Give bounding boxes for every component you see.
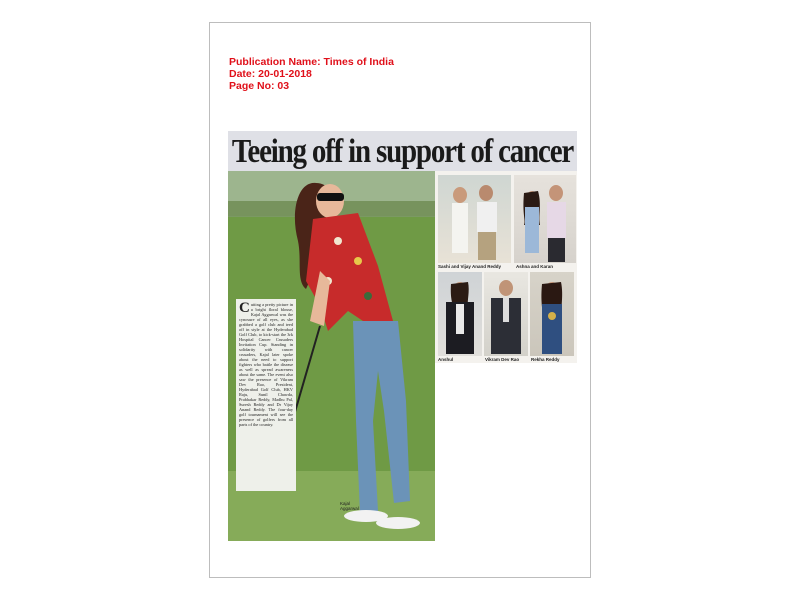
main-photo-caption-line1: Kajal [340, 501, 351, 506]
publication-metadata [229, 56, 394, 92]
headline: Teeing off in support of cancer [231, 133, 574, 170]
article-body [236, 299, 296, 491]
main-photo [228, 171, 435, 541]
woman-illustration [438, 272, 482, 356]
photo-sashi-vijay [438, 175, 511, 263]
publication-name: Publication Name: Times of India [229, 56, 394, 68]
article-text: utting a pretty picture in a bright floral blouse, Kajal Aggarwal was the cynosure of all eyes, as she grabbed a golf club and teed off in style at the Hyderabad Golf Club, to kick-start the 3rk Hospital Cancer Crusaders Invitation Cup. Standing in solidarity with cancer crusaders, Kajal later spoke about the need to support fighters who battle the disease as well as spread awareness about the same. The event also saw the presence of Vikram Dev Rao, President, Hyderabad Golf Club, HKV Raju, Sunil Chawda, Prabhakar Reddy, Madhu Pal, Suresh Reddy and Dr Vijay Anand Reddy. The four-day golf tournament will see the presence of golfers from all parts of the country. [239, 302, 293, 427]
newspaper-clipping [228, 131, 577, 541]
caption-ashna-karan: Ashna and Karan [516, 264, 554, 269]
photo-anshul [438, 272, 482, 356]
couple-illustration [514, 175, 576, 263]
woman-illustration [530, 272, 574, 356]
caption-vikram: Vikram Dev Rao [485, 357, 520, 362]
caption-rekha: Rekha Reddy [531, 357, 560, 362]
photo-grid [435, 171, 577, 363]
photo-vikram [484, 272, 528, 356]
man-illustration [484, 272, 528, 356]
photo-rekha [530, 272, 574, 356]
caption-anshul: Anshul [438, 357, 454, 362]
photo-ashna-karan [514, 175, 576, 263]
main-photo-caption-line2: Aggarwal [340, 506, 359, 511]
publication-date: Date: 20-01-2018 [229, 68, 312, 80]
page-number: Page No: 03 [229, 80, 290, 92]
caption-sashi-vijay: Sashi and Vijay Anand Reddy [438, 264, 502, 269]
main-photo-caption [340, 501, 359, 511]
couple-illustration [438, 175, 511, 263]
article-dropcap: C [239, 300, 250, 316]
